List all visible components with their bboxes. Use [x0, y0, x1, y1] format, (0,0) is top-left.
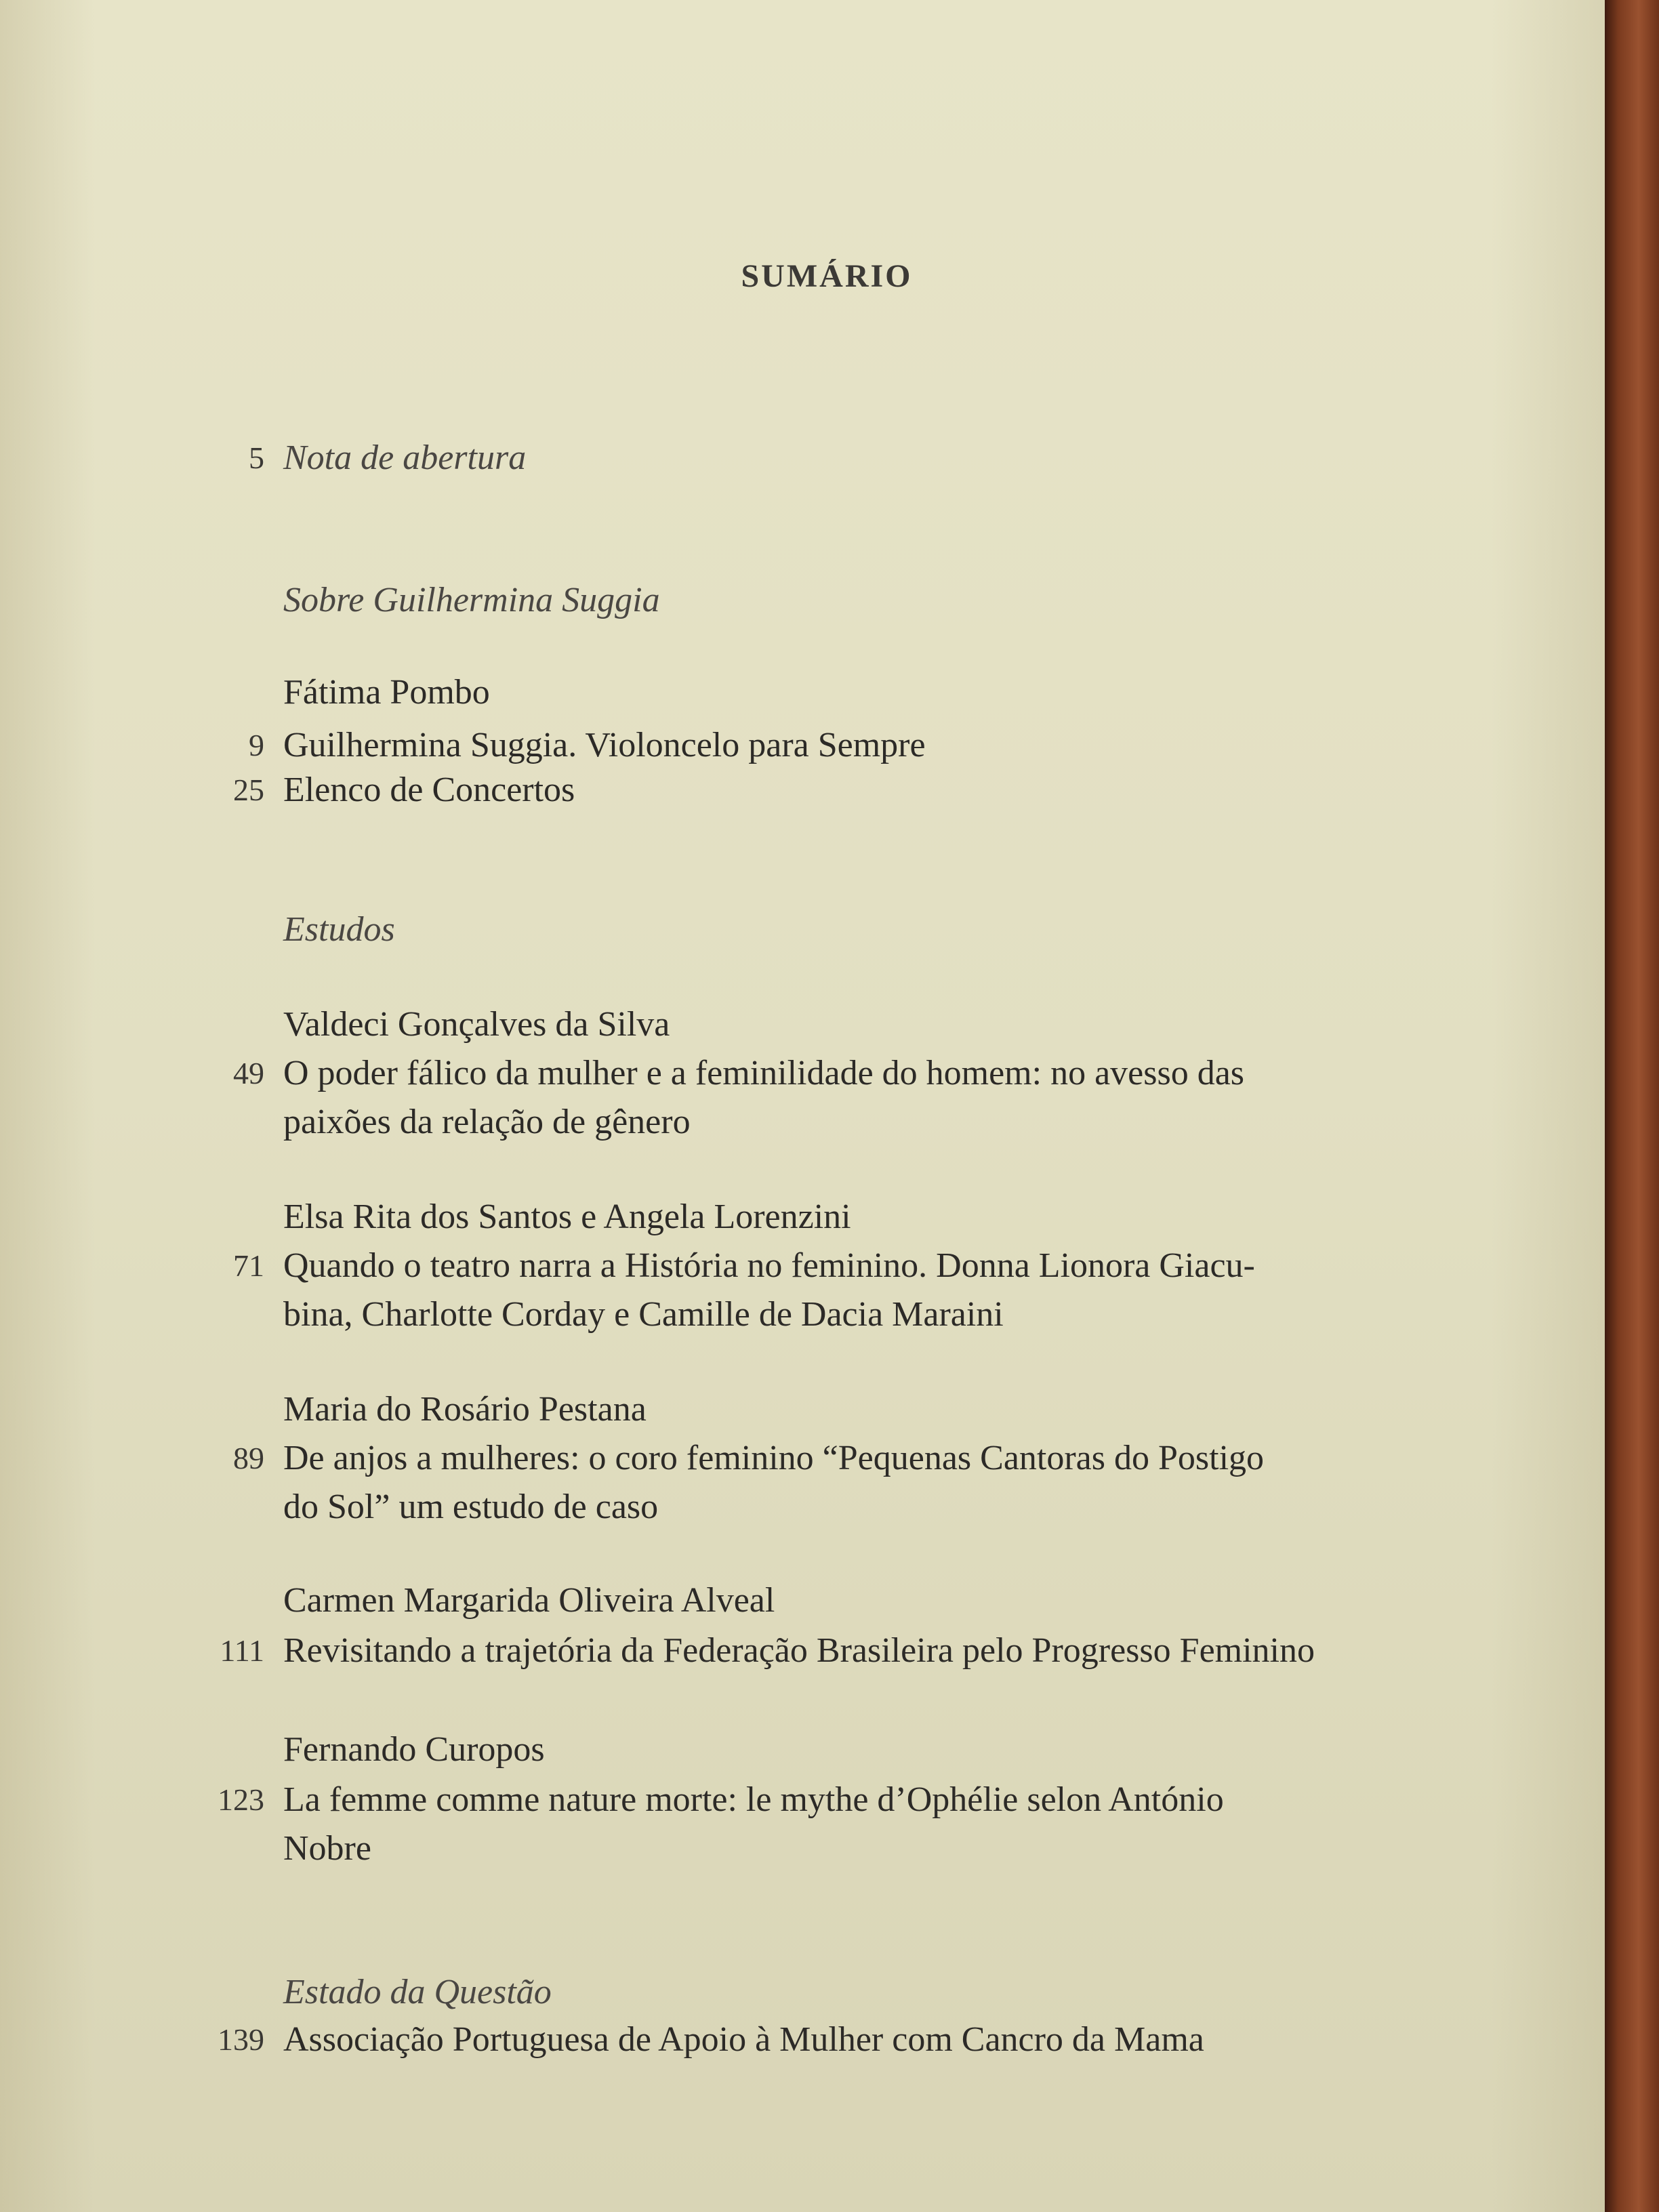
toc-title: Elenco de Concertos: [283, 771, 575, 809]
toc-title: Associação Portuguesa de Apoio à Mulher com Cancro da Mama: [283, 2020, 1204, 2059]
author-name: Carmen Margarida Oliveira Alveal: [283, 1581, 775, 1620]
section-title: Estado da Questão: [283, 1973, 552, 2011]
toc-page-number: 5: [249, 441, 264, 475]
toc-title-line: paixões da relação de gênero: [283, 1103, 691, 1141]
toc-title-line: La femme comme nature morte: le mythe d’Ophélie selon António: [283, 1780, 1224, 1819]
toc-title: Nota de abertura: [283, 438, 527, 477]
author-name: Fernando Curopos: [283, 1730, 545, 1769]
toc-page-number: 123: [218, 1782, 264, 1817]
section-title: Estudos: [283, 910, 395, 949]
toc-page-number: 25: [233, 773, 264, 807]
author-name: Fátima Pombo: [283, 673, 490, 712]
toc-page-number: 139: [218, 2022, 264, 2057]
author-name: Valdeci Gonçalves da Silva: [283, 1005, 670, 1044]
toc-title: Guilhermina Suggia. Violoncelo para Sempre: [283, 726, 926, 764]
section-title: Sobre Guilhermina Suggia: [283, 581, 660, 619]
toc-title-line: bina, Charlotte Corday e Camille de Dacia Maraini: [283, 1295, 1004, 1334]
toc-title-line: Nobre: [283, 1829, 371, 1868]
page-title: SUMÁRIO: [741, 258, 913, 294]
toc-page-number: 89: [233, 1441, 264, 1475]
toc-page-number: 49: [233, 1056, 264, 1090]
toc-title-line: De anjos a mulheres: o coro feminino “Pequenas Cantoras do Postigo: [283, 1439, 1265, 1477]
author-name: Maria do Rosário Pestana: [283, 1390, 647, 1429]
toc-page-number: 111: [220, 1633, 264, 1668]
toc-page-number: 71: [233, 1248, 264, 1283]
toc-title-line: Revisitando a trajetória da Federação Brasileira pelo Progresso Feminino: [283, 1631, 1315, 1670]
author-name: Elsa Rita dos Santos e Angela Lorenzini: [283, 1197, 851, 1236]
toc-title-line: do Sol” um estudo de caso: [283, 1488, 659, 1526]
book-spine-edge: [1605, 0, 1659, 2212]
toc-title-line: Quando o teatro narra a História no feminino. Donna Lionora Giacu-: [283, 1246, 1255, 1285]
toc-title-line: O poder fálico da mulher e a feminilidade do homem: no avesso das: [283, 1054, 1245, 1092]
toc-page-number: 9: [249, 728, 264, 762]
